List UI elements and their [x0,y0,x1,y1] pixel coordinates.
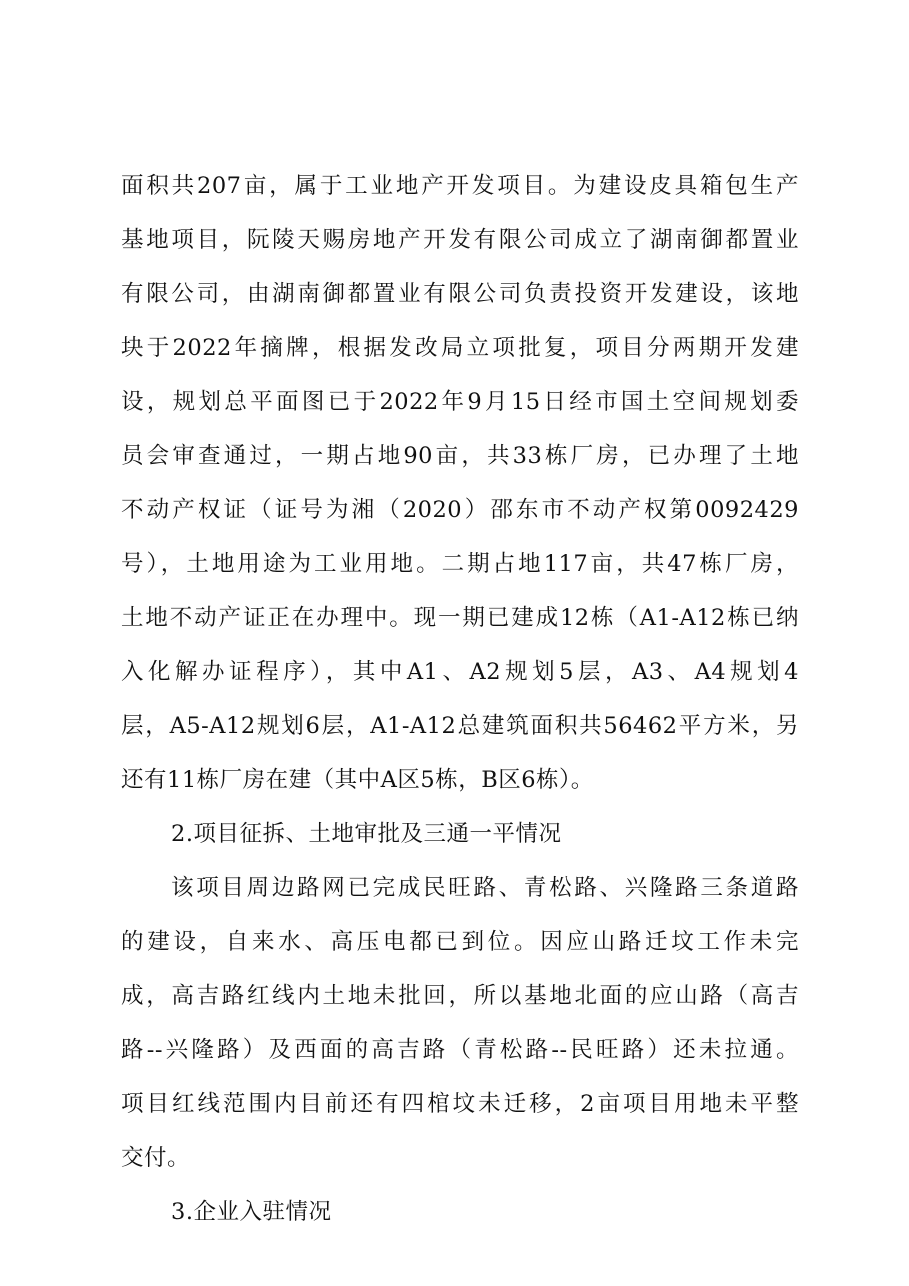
paragraph-1-line-11: 层，A5-A12规划6层，A1-A12总建筑面积共56462平方米，另 [121,713,799,739]
paragraph-2-line-4: 路--兴隆路）及西面的高吉路（青松路--民旺路）还未拉通。 [121,1037,799,1063]
paragraph-1-line-1: 面积共207亩，属于工业地产开发项目。为建设皮具箱包生产 [121,173,799,199]
paragraph-1-line-8: 号），土地用途为工业用地。二期占地117亩，共47栋厂房， [121,551,799,577]
paragraph-1-line-9: 土地不动产证正在办理中。现一期已建成12栋（A1-A12栋已纳 [121,605,799,631]
paragraph-1-line-12: 还有11栋厂房在建（其中A区5栋，B区6栋）。 [121,767,594,793]
paragraph-2-line-3: 成，高吉路红线内土地未批回，所以基地北面的应山路（高吉 [121,983,799,1009]
paragraph-2-line-2: 的建设，自来水、高压电都已到位。因应山路迁坟工作未完 [121,929,799,955]
section-heading-3: 3.企业入驻情况 [171,1199,332,1225]
paragraph-1-line-3: 有限公司，由湖南御都置业有限公司负责投资开发建设，该地 [121,281,799,307]
paragraph-1-line-4: 块于2022年摘牌，根据发改局立项批复，项目分两期开发建 [121,335,799,361]
paragraph-2-line-1: 该项目周边路网已完成民旺路、青松路、兴隆路三条道路 [171,875,799,901]
paragraph-1-line-7: 不动产权证（证号为湘（2020）邵东市不动产权第0092429 [121,497,799,523]
section-heading-2: 2.项目征拆、土地审批及三通一平情况 [171,821,562,847]
paragraph-2-line-5: 项目红线范围内目前还有四棺坟未迁移，2亩项目用地未平整 [121,1091,799,1117]
paragraph-1-line-2: 基地项目，阮陵天赐房地产开发有限公司成立了湖南御都置业 [121,227,799,253]
paragraph-2-line-6: 交付。 [121,1145,191,1171]
paragraph-1-line-6: 员会审查通过，一期占地90亩，共33栋厂房，已办理了土地 [121,443,799,469]
paragraph-1-line-10: 入化解办证程序），其中A1、A2规划5层，A3、A4规划4 [121,659,799,685]
paragraph-1-line-5: 设，规划总平面图已于2022年9月15日经市国土空间规划委 [121,389,799,415]
